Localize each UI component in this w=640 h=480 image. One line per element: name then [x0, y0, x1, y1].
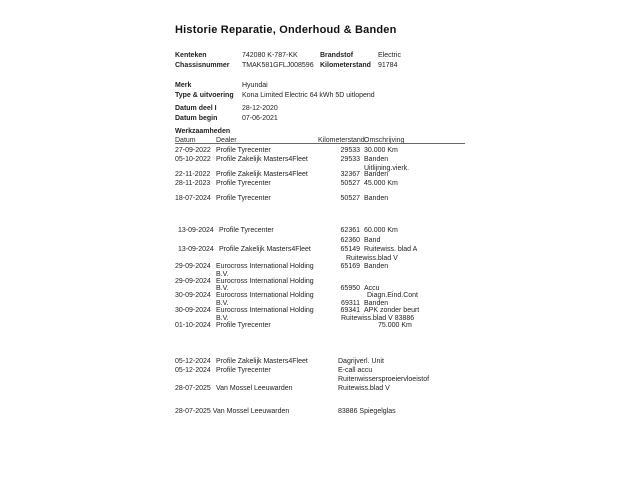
work-line-dealer: B.V. [216, 285, 229, 292]
chassisnummer-value: TMAK581GFLJ008596 [242, 62, 314, 69]
work-line-description: 30.000 Km [364, 147, 398, 154]
work-line-dealer: Profile Tyrecenter [216, 195, 271, 202]
work-line-date: 28-11-2023 [175, 180, 211, 187]
datum-begin-value: 07-06-2021 [242, 115, 278, 122]
brandstof-label: Brandstof [320, 52, 354, 59]
column-header-dealer: Dealer [216, 137, 237, 144]
work-line [0, 366, 640, 375]
work-line [0, 170, 640, 179]
type-uitvoering-label: Type & uitvoering [175, 92, 234, 99]
work-line-dealer: Profile Zakelijk Masters4Fleet [216, 156, 308, 163]
work-line-dealer: Eurocross International Holding [216, 278, 314, 285]
work-line-dealer: Profile Tyrecenter [216, 180, 271, 187]
work-line [0, 155, 640, 164]
work-line-date: 22-11-2022 [175, 171, 211, 178]
work-line-kilometerstand: 29533 [340, 147, 360, 154]
work-line-dealer: Eurocross International Holding [216, 292, 314, 299]
column-header-datum: Datum [175, 137, 196, 144]
work-line-kilometerstand: 62361 [340, 227, 360, 234]
work-line-dealer: B.V. [216, 300, 229, 307]
work-line-dealer: B.V. [216, 315, 229, 322]
work-line-description: E-call accu [338, 367, 373, 374]
kilometerstand-value: 91784 [378, 62, 398, 69]
work-line-dealer: Profile Zakelijk Masters4Fleet [216, 358, 308, 365]
work-line-kilometerstand: 69341 [340, 307, 360, 314]
work-line-description: Ruitewiss.blad V 83886 [341, 315, 415, 322]
work-line-date: 13-09-2024 [178, 246, 214, 253]
work-line-description: 60.000 Km [364, 227, 398, 234]
work-line-date: 29-09-2024 [175, 263, 211, 270]
work-line-dealer: B.V. [216, 271, 229, 278]
work-line-date: 30-09-2024 [175, 292, 211, 299]
work-line-dealer: Profile Tyrecenter [219, 227, 274, 234]
work-line-description: Accu [364, 285, 380, 292]
work-line-description: 75.000 Km [378, 322, 412, 329]
merk-value: Hyundai [242, 82, 268, 89]
work-line-description: APK zonder beurt [364, 307, 420, 314]
work-line [0, 146, 640, 155]
brandstof-value: Electric [378, 52, 401, 59]
kilometerstand-label: Kilometerstand [320, 62, 371, 69]
datum-begin-label: Datum begin [175, 115, 218, 122]
work-line [0, 194, 640, 203]
work-line-date: 27-09-2022 [175, 147, 211, 154]
work-line-date: 05-10-2022 [175, 156, 211, 163]
column-header-kilometerstand: Kilometerstand [318, 137, 365, 144]
work-line-dealer: Eurocross International Holding [216, 307, 314, 314]
work-line [0, 245, 640, 254]
work-line-description: Banden [364, 263, 389, 270]
kenteken-label: Kenteken [175, 52, 207, 59]
work-line-date: 01-10-2024 [175, 322, 211, 329]
work-line-description: Banden [364, 156, 389, 163]
column-header-omschrijving: Omschrijving [364, 137, 405, 144]
work-line [0, 236, 640, 245]
work-line-dealer: Profile Tyrecenter [216, 147, 271, 154]
work-line [0, 384, 640, 393]
work-line-description: 83886 Spiegelglas [338, 408, 396, 415]
work-line [0, 375, 640, 384]
work-line [0, 407, 640, 416]
page-title: Historie Reparatie, Onderhoud & Banden [175, 24, 397, 36]
work-line-kilometerstand: 29533 [340, 156, 360, 163]
identity-row [0, 61, 640, 71]
header-rule [175, 143, 465, 144]
type-uitvoering-value: Kona Limited Electric 64 kWh 5D uitlopend [242, 92, 375, 99]
work-line-description: Uitlijning.vierk. [364, 165, 410, 172]
work-line-description: Ruitewiss. blad A [364, 246, 418, 253]
work-line-date: 05-12-2024 [175, 358, 211, 365]
work-line-description: Diagn.Eind.Cont [367, 292, 418, 299]
work-line-kilometerstand: 65149 [340, 246, 360, 253]
work-line-description: 45.000 Km [364, 180, 398, 187]
work-line-description: Banden [364, 195, 389, 202]
work-line-kilometerstand: 50527 [340, 180, 360, 187]
work-line [0, 321, 640, 330]
work-line-date: 28-07-2025 Van Mossel Leeuwarden [175, 408, 290, 415]
work-line-kilometerstand: 62360 [340, 237, 360, 244]
work-line-date: 05-12-2024 [175, 367, 211, 374]
work-line-dealer: Profile Tyrecenter [216, 367, 271, 374]
work-line-description: Ruitenwissersproeiervloeistof [338, 376, 430, 383]
work-line-kilometerstand: 65950 [340, 285, 360, 292]
dates-row [0, 104, 640, 114]
work-line-dealer: Eurocross International Holding [216, 263, 314, 270]
model-row [0, 81, 640, 91]
model-row [0, 91, 640, 101]
work-line-dealer: Profile Zakelijk Masters4Fleet [219, 246, 311, 253]
work-line-dealer: Profile Tyrecenter [216, 322, 271, 329]
work-line-date: 18-07-2024 [175, 195, 211, 202]
work-line-description: Banden [364, 300, 389, 307]
identity-row [0, 51, 640, 61]
merk-label: Merk [175, 82, 192, 89]
chassisnummer-label: Chassisnummer [175, 62, 230, 69]
work-line-kilometerstand: 69311 [341, 300, 360, 307]
dates-row [0, 114, 640, 124]
work-line-description: Band [364, 237, 381, 244]
work-line-description: Dagrijverl. Unit [338, 358, 384, 365]
work-line-description: Banden [364, 171, 389, 178]
work-line-dealer: Van Mossel Leeuwarden [216, 385, 293, 392]
work-line [0, 357, 640, 366]
werkzaamheden-heading: Werkzaamheden [175, 128, 231, 135]
work-line-date: 30-09-2024 [175, 307, 211, 314]
work-line-date: 13-09-2024 [178, 227, 214, 234]
work-line-kilometerstand: 65169 [340, 263, 360, 270]
work-line [0, 179, 640, 188]
work-line-description: Ruitewiss.blad V [346, 255, 398, 262]
kenteken-value: 742080 K-787-KK [242, 52, 298, 59]
work-line-description: Ruitewiss.blad V [338, 385, 390, 392]
work-line-date: 29-09-2024 [175, 278, 211, 285]
work-line [0, 226, 640, 235]
work-line-kilometerstand: 32367 [340, 171, 360, 178]
datum-deel1-value: 28-12-2020 [242, 105, 278, 112]
work-line-date: 28-07-2025 [175, 385, 211, 392]
work-line-kilometerstand: 50527 [340, 195, 360, 202]
datum-deel1-label: Datum deel I [175, 105, 217, 112]
work-line-dealer: Profile Zakelijk Masters4Fleet [216, 171, 308, 178]
